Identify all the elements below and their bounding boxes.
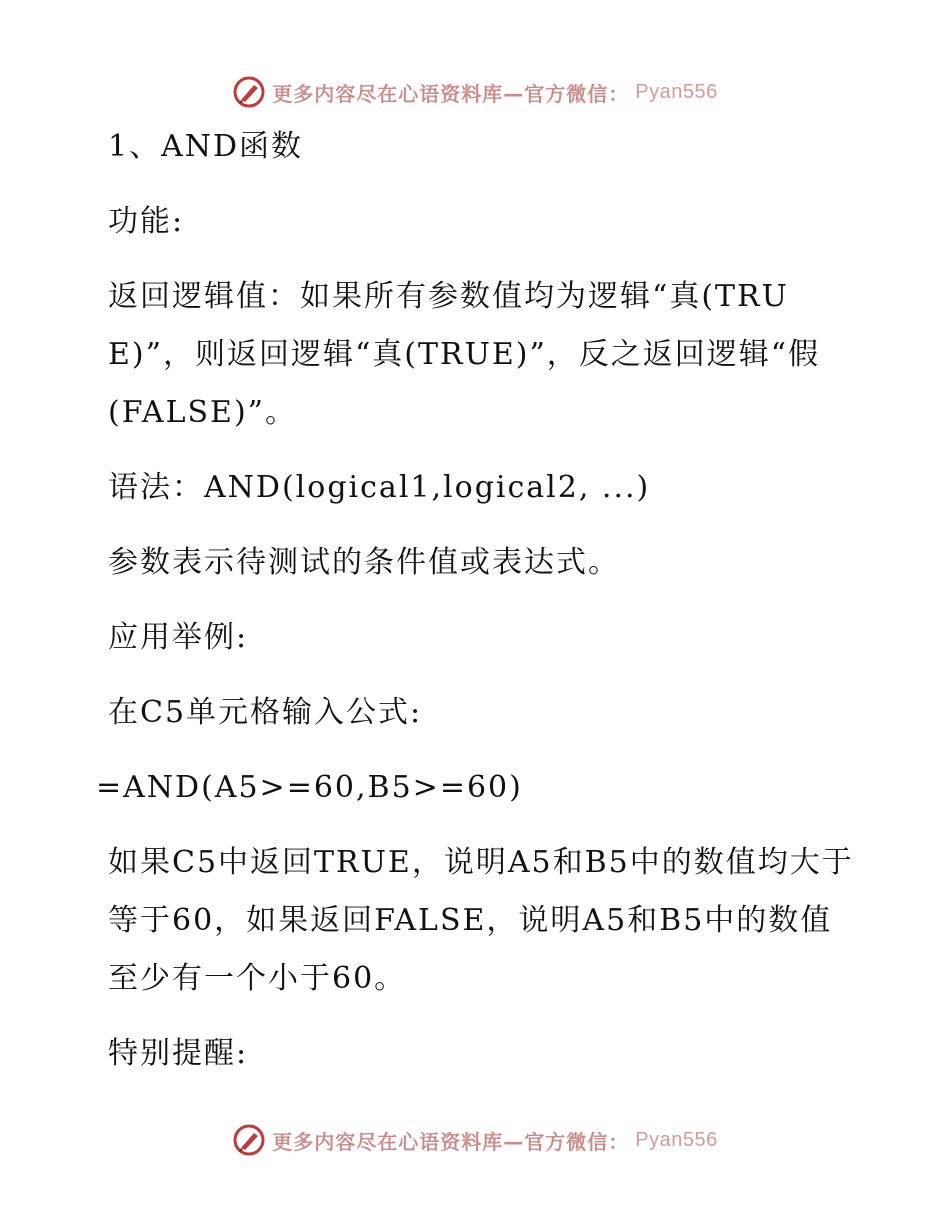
pen-logo-icon <box>232 1123 266 1157</box>
example-input-instruction: 在C5单元格输入公式: <box>108 695 423 730</box>
result-explanation: 如果C5中返回TRUE，说明A5和B5中的数值均大于等于60，如果返回FALSE，说明A5和B5中的数值至少有一个小于60。 <box>108 845 854 996</box>
parameter-note: 参数表示待测试的条件值或表达式。 <box>108 545 620 580</box>
watermark-text: 更多内容尽在心语资料库—官方微信： <box>272 1129 630 1154</box>
watermark-text: 更多内容尽在心语资料库—官方微信： <box>272 81 630 106</box>
watermark-wechat-id: Pyan556 <box>635 1128 718 1151</box>
section-heading: 1、AND函数 <box>108 129 304 164</box>
example-label: 应用举例: <box>108 620 249 655</box>
function-label: 功能: <box>108 204 185 239</box>
document-body <box>96 118 856 1100</box>
reminder-label: 特别提醒: <box>108 1036 249 1071</box>
watermark-footer <box>0 1120 950 1160</box>
formula-line: =AND(A5>=60,B5>=60) <box>96 770 523 805</box>
function-description: 返回逻辑值：如果所有参数值均为逻辑“真(TRUE)”，则返回逻辑“真(TRUE)”，反之返回逻辑“假(FALSE)”。 <box>108 279 821 430</box>
watermark-wechat-id: Pyan556 <box>635 80 718 103</box>
pen-logo-icon <box>232 75 266 109</box>
watermark-header <box>0 72 950 112</box>
syntax-line: 语法：AND(logical1,logical2, ...) <box>108 470 651 505</box>
